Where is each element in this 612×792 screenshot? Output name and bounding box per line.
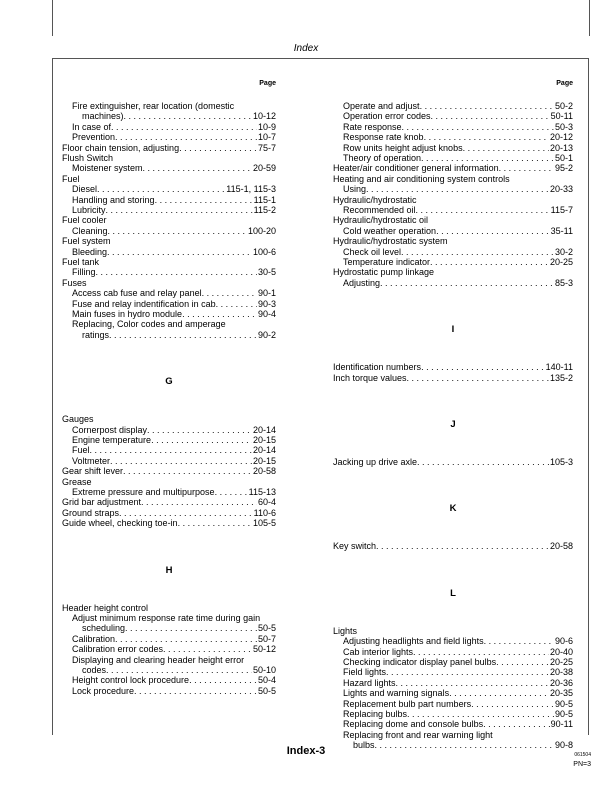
entry-topic: Hydraulic/hydrostatic	[333, 194, 417, 205]
entry-page-ref: 50-12	[252, 644, 276, 655]
entry-topic: Bleeding	[72, 246, 108, 257]
index-entry	[62, 174, 276, 184]
index-entry	[343, 132, 573, 142]
top-left-rule	[52, 0, 53, 36]
index-entry	[343, 688, 573, 698]
index-entry	[72, 425, 276, 435]
leader-dots	[436, 226, 550, 236]
entry-topic: Hydraulic/hydrostatic system	[333, 236, 448, 247]
index-entry	[72, 634, 276, 644]
entry-page-ref: 10-12	[252, 111, 276, 122]
index-entry	[72, 163, 276, 173]
entry-topic: scheduling	[82, 623, 126, 634]
entry-topic: Inch torque values	[333, 372, 407, 383]
entry-topic: Hazard lights	[343, 677, 396, 688]
left-page-column-label: Page	[259, 80, 276, 87]
entry-topic: Field lights	[343, 667, 387, 678]
entry-page-ref: 20-25	[549, 657, 573, 667]
leader-dots	[366, 184, 549, 194]
leader-dots	[380, 278, 554, 288]
entry-page-ref: 20-59	[252, 163, 276, 174]
entry-topic: Fuel	[72, 445, 90, 456]
entry-topic: Replacing bulbs	[343, 709, 408, 719]
entry-page-ref: 20-15	[252, 455, 276, 466]
entry-topic: Filling	[72, 267, 96, 278]
footer-pn: PN=3	[573, 761, 591, 768]
entry-topic: Heater/air conditioner general information	[333, 163, 499, 174]
index-entry	[72, 267, 276, 277]
entry-topic: Header height control	[62, 602, 149, 613]
leader-dots	[407, 373, 549, 383]
entry-topic: Replacing, Color codes and amperage	[72, 319, 226, 330]
entry-topic: Prevention	[72, 132, 116, 143]
index-entry	[72, 435, 276, 445]
entry-topic: Row units height adjust knobs	[343, 142, 463, 153]
entry-topic: Handling and storing	[72, 194, 155, 205]
entry-topic: Access cab fuse and relay panel	[72, 288, 202, 299]
leader-dots	[215, 487, 248, 497]
entry-topic: Fuel tank	[62, 257, 100, 267]
entry-topic: Diesel	[72, 184, 98, 195]
index-entry	[343, 247, 573, 257]
entry-topic: Temperature indicator	[343, 257, 431, 267]
entry-topic: Fire extinguisher, rear location (domestic	[72, 101, 235, 111]
entry-page-ref: 90-3	[257, 298, 276, 309]
entry-page-ref: 105-3	[549, 457, 573, 467]
entry-topic: Flush Switch	[62, 153, 114, 163]
leader-dots	[407, 709, 554, 719]
index-entry	[82, 111, 276, 121]
leader-dots	[216, 299, 257, 309]
index-entry	[333, 457, 573, 467]
index-entry	[343, 657, 573, 667]
entry-page-ref: 95-2	[554, 163, 573, 174]
index-entry	[62, 278, 276, 288]
leader-dots	[182, 309, 257, 319]
entry-topic: Calibration error codes	[72, 644, 164, 655]
leader-dots	[96, 267, 257, 277]
index-entry	[333, 541, 573, 551]
index-entry	[72, 101, 276, 111]
index-entry	[333, 362, 573, 372]
index-entry	[343, 153, 573, 163]
entry-topic: Fuse and relay indentification in cab	[72, 298, 216, 309]
leader-dots	[417, 457, 549, 467]
index-entry	[62, 508, 276, 518]
entry-topic: Hydrostatic pump linkage	[333, 267, 435, 278]
entry-page-ref: 50-5	[257, 623, 276, 634]
index-entry	[72, 226, 276, 236]
entry-page-ref: 20-35	[549, 688, 573, 699]
entry-page-ref: 30-2	[554, 246, 573, 257]
entry-topic: Identification numbers	[333, 362, 422, 373]
index-entry	[62, 153, 276, 163]
entry-topic: Moistener system	[72, 163, 143, 174]
index-entry	[62, 215, 276, 225]
entry-topic: Replacing front and rear warning light	[343, 729, 493, 740]
entry-page-ref: 90-11	[550, 719, 573, 730]
top-right-rule	[589, 0, 590, 36]
footer-page-number: Index-3	[286, 745, 326, 757]
entry-page-ref: 60-4	[257, 497, 276, 508]
entry-page-ref: 115-2	[253, 205, 276, 215]
leader-dots	[424, 132, 549, 142]
leader-dots	[143, 163, 252, 173]
entry-topic: Extreme pressure and multipurpose	[72, 487, 215, 497]
index-entry	[72, 675, 276, 685]
entry-topic: Calibration	[72, 633, 116, 644]
leader-dots	[108, 226, 247, 236]
section-letter-k: K	[449, 503, 457, 515]
header-title: Index	[293, 43, 319, 54]
entry-topic: Check oil level	[343, 246, 402, 257]
index-entry	[343, 678, 573, 688]
index-entry	[72, 122, 276, 132]
entry-page-ref: 50-5	[257, 685, 276, 696]
leader-dots	[141, 497, 257, 507]
entry-topic: Ground straps	[62, 507, 120, 518]
index-entry	[62, 477, 276, 487]
entry-topic: Main fuses in hydro module	[72, 309, 183, 319]
leader-dots	[416, 205, 550, 215]
entry-topic: bulbs	[353, 740, 375, 751]
index-entry	[72, 205, 276, 215]
leader-dots	[125, 623, 257, 633]
index-entry	[343, 101, 573, 111]
leader-dots	[386, 667, 549, 677]
entry-page-ref: 20-33	[549, 184, 573, 195]
index-entry	[62, 466, 276, 476]
section-letter-g: G	[165, 376, 173, 388]
leader-dots	[189, 675, 257, 685]
entry-page-ref: 105-5	[252, 518, 276, 529]
entry-page-ref: 10-9	[257, 121, 276, 132]
index-entry	[343, 184, 573, 194]
leader-dots	[134, 686, 257, 696]
entry-topic: Operate and adjust	[343, 101, 420, 111]
section-letter-j: J	[450, 419, 456, 430]
index-entry	[72, 132, 276, 142]
leader-dots	[421, 153, 554, 163]
index-entry	[72, 644, 276, 654]
entry-page-ref: 50-4	[257, 675, 276, 686]
entry-topic: Gear shift lever	[62, 466, 124, 477]
index-entry	[343, 667, 573, 677]
entry-page-ref: 20-25	[549, 257, 573, 267]
leader-dots	[396, 678, 549, 688]
leader-dots	[484, 636, 554, 646]
entry-page-ref: 115-7	[550, 205, 573, 215]
index-entry	[82, 665, 276, 675]
leader-dots	[178, 518, 252, 528]
entry-topic: In case of	[72, 121, 112, 132]
entry-topic: Fuel system	[62, 236, 111, 247]
leader-dots	[115, 634, 257, 644]
leader-dots	[376, 541, 549, 551]
entry-page-ref: 20-15	[252, 435, 276, 445]
entry-topic: Cleaning	[72, 225, 108, 236]
entry-topic: Cornerpost display	[72, 424, 148, 435]
entry-page-ref: 135-2	[549, 372, 573, 383]
index-entry	[72, 613, 276, 623]
index-entry	[343, 278, 573, 288]
entry-page-ref: 20-13	[549, 142, 573, 153]
leader-dots	[499, 163, 554, 173]
leader-dots	[421, 362, 545, 372]
index-entry	[72, 487, 276, 497]
entry-page-ref: 50-11	[550, 111, 573, 122]
entry-page-ref: 30-5	[257, 267, 276, 278]
leader-dots	[107, 247, 252, 257]
entry-page-ref: 115-13	[248, 487, 276, 497]
entry-topic: Lights	[333, 625, 358, 636]
entry-page-ref: 20-58	[252, 466, 276, 477]
index-entry	[333, 236, 573, 246]
entry-page-ref: 90-5	[554, 709, 573, 719]
entry-topic: Replacing dome and console bulbs	[343, 719, 484, 730]
entry-topic: Replacement bulb part numbers	[343, 698, 472, 709]
footer-code: 061504	[574, 752, 591, 758]
entry-topic: Adjusting	[343, 277, 381, 288]
index-entry	[333, 195, 573, 205]
entry-page-ref: 110-6	[253, 507, 276, 518]
entry-topic: Cab interior lights	[343, 646, 414, 657]
index-entry	[333, 626, 573, 636]
leader-dots	[202, 288, 257, 298]
entry-topic: Hydraulic/hydrostatic oil	[333, 215, 429, 226]
entry-page-ref: 10-7	[257, 132, 276, 143]
entry-page-ref: 115-1, 115-3	[226, 184, 276, 195]
index-entry	[82, 623, 276, 633]
entry-page-ref: 50-3	[554, 121, 573, 132]
entry-topic: Checking indicator display panel bulbs	[343, 657, 497, 667]
entry-topic: Fuel	[62, 173, 80, 184]
entry-topic: Engine temperature	[72, 435, 152, 445]
entry-page-ref: 50-10	[252, 665, 276, 675]
leader-dots	[483, 719, 550, 729]
entry-topic: Using	[343, 184, 367, 195]
index-entry	[72, 184, 276, 194]
leader-dots	[110, 456, 252, 466]
entry-topic: Response rate knob	[343, 132, 424, 143]
index-entry	[343, 111, 573, 121]
entry-page-ref: 50-1	[554, 153, 573, 163]
entry-topic: Key switch	[333, 541, 377, 552]
leader-dots	[420, 101, 554, 111]
entry-topic: Jacking up drive axle	[333, 457, 418, 467]
leader-dots	[115, 132, 257, 142]
entry-topic: Fuel cooler	[62, 215, 107, 226]
leader-dots	[401, 247, 554, 257]
entry-page-ref: 100-20	[247, 225, 276, 236]
leader-dots	[155, 195, 253, 205]
entry-topic: Height control lock procedure	[72, 675, 190, 686]
entry-topic: Grid bar adjustment	[62, 497, 142, 508]
section-letter-l: L	[450, 587, 456, 599]
index-entry	[62, 143, 276, 153]
entry-topic: Guide wheel, checking toe-in	[62, 518, 178, 529]
index-entry	[72, 319, 276, 329]
entry-topic: Lock procedure	[72, 685, 135, 696]
leader-dots	[163, 644, 252, 654]
leader-dots	[431, 111, 550, 121]
index-entry	[343, 122, 573, 132]
index-entry	[72, 299, 276, 309]
index-entry	[343, 647, 573, 657]
index-entry	[333, 163, 573, 173]
entry-topic: Lights and warning signals	[343, 688, 450, 699]
entry-page-ref: 35-11	[550, 225, 573, 236]
entry-page-ref: 115-1	[253, 194, 276, 205]
entry-topic: Floor chain tension, adjusting	[62, 142, 180, 153]
leader-dots	[496, 657, 549, 667]
leader-dots	[111, 122, 257, 132]
index-entry	[62, 603, 276, 613]
leader-dots	[471, 699, 554, 709]
leader-dots	[123, 466, 252, 476]
entry-page-ref: 85-3	[554, 277, 573, 288]
index-entry	[343, 699, 573, 709]
entry-topic: Rate response	[343, 121, 402, 132]
entry-topic: Theory of operation	[343, 153, 422, 163]
index-entry	[72, 288, 276, 298]
entry-topic: Operation error codes	[343, 111, 431, 122]
leader-dots	[109, 330, 257, 340]
entry-page-ref: 140-11	[545, 362, 573, 373]
entry-topic: Displaying and clearing header height error	[72, 654, 245, 665]
entry-page-ref: 20-40	[549, 646, 573, 657]
index-entry	[62, 257, 276, 267]
section-letter-h: H	[165, 564, 173, 576]
entry-page-ref: 20-38	[549, 667, 573, 678]
leader-dots	[124, 111, 252, 121]
entry-page-ref: 75-7	[257, 142, 276, 153]
index-entry	[343, 205, 573, 215]
leader-dots	[97, 184, 225, 194]
index-entry	[72, 445, 276, 455]
index-entry	[343, 257, 573, 267]
leader-dots	[402, 122, 554, 132]
leader-dots	[151, 435, 252, 445]
index-entry	[343, 709, 573, 719]
entry-topic: Adjust minimum response rate time during gain	[72, 613, 261, 623]
index-entry	[62, 414, 276, 424]
entry-page-ref: 90-6	[554, 636, 573, 647]
entry-page-ref: 90-1	[257, 288, 276, 299]
entry-page-ref: 50-2	[554, 101, 573, 111]
index-entry	[72, 686, 276, 696]
entry-page-ref: 20-36	[549, 677, 573, 688]
index-entry	[333, 215, 573, 225]
index-entry	[343, 226, 573, 236]
entry-topic: Gauges	[62, 414, 94, 425]
index-entry	[343, 719, 573, 729]
index-entry	[62, 497, 276, 507]
index-entry	[343, 730, 573, 740]
entry-topic: Adjusting headlights and field lights	[343, 636, 484, 647]
entry-topic: ratings	[82, 329, 110, 340]
entry-topic: machines)	[82, 111, 124, 122]
entry-page-ref: 20-14	[252, 445, 276, 456]
entry-page-ref: 90-4	[257, 309, 276, 319]
index-entry	[72, 247, 276, 257]
index-entry	[72, 655, 276, 665]
entry-page-ref: 100-6	[252, 246, 276, 257]
index-entry	[343, 143, 573, 153]
index-entry	[72, 309, 276, 319]
leader-dots	[430, 257, 549, 267]
index-entry	[62, 236, 276, 246]
leader-dots	[147, 425, 252, 435]
entry-topic: Recommended oil	[343, 205, 416, 215]
index-entry	[333, 174, 573, 184]
index-entry	[72, 195, 276, 205]
entry-page-ref: 90-2	[257, 329, 276, 340]
entry-topic: Cold weather operation	[343, 225, 437, 236]
index-entry	[343, 636, 573, 646]
entry-page-ref: 20-58	[549, 541, 573, 552]
entry-topic: Grease	[62, 476, 92, 487]
leader-dots	[449, 688, 549, 698]
leader-dots	[106, 205, 253, 215]
index-entry	[333, 373, 573, 383]
leader-dots	[90, 445, 252, 455]
entry-topic: Fuses	[62, 277, 87, 288]
entry-topic: codes	[82, 665, 107, 675]
entry-page-ref: 20-12	[549, 132, 573, 143]
entry-page-ref: 20-14	[252, 424, 276, 435]
section-letter-i: I	[451, 324, 455, 336]
leader-dots	[106, 665, 252, 675]
index-entry	[82, 330, 276, 340]
index-entry	[62, 518, 276, 528]
entry-page-ref: 90-8	[554, 740, 573, 751]
entry-topic: Lubricity	[72, 205, 106, 215]
entry-page-ref: 50-7	[257, 633, 276, 644]
right-page-column-label: Page	[556, 80, 573, 87]
leader-dots	[463, 143, 549, 153]
entry-topic: Voltmeter	[72, 455, 111, 466]
index-entry	[333, 267, 573, 277]
entry-topic: Heating and air conditioning system controls	[333, 173, 510, 184]
leader-dots	[413, 647, 549, 657]
leader-dots	[179, 143, 257, 153]
index-entry	[72, 456, 276, 466]
entry-page-ref: 90-5	[554, 698, 573, 709]
leader-dots	[119, 508, 253, 518]
